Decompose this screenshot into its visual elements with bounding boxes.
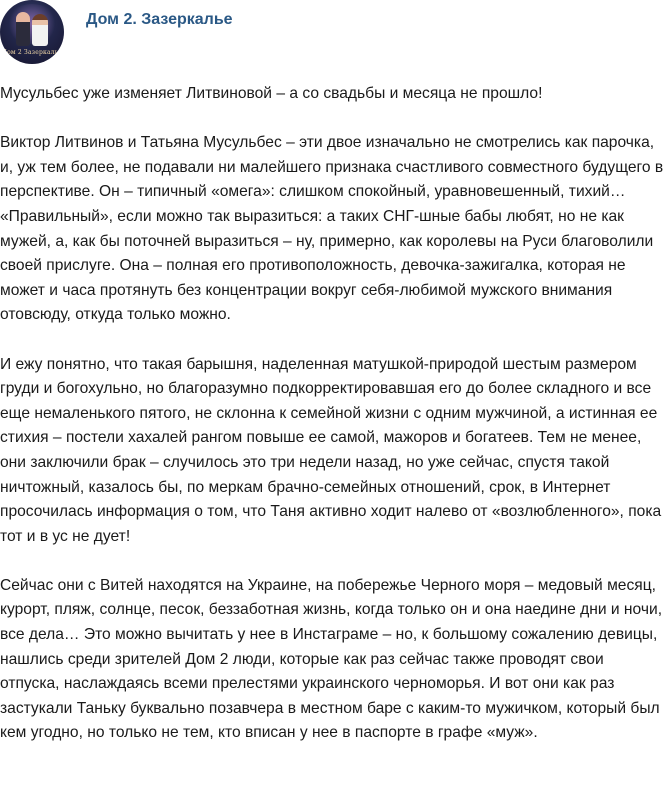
post-body [0,82,664,771]
post-paragraph: Виктор Литвинов и Татьяна Мусульбес – эти двое изначально не смотрелись как парочка, и, уж тем более, не подавали ни малейшего признака счастливого совместного будущего в перспективе. Он – типичный «омега»: слишком спокойный, уравновешенный, тихий… «Правильный», если можно так выразиться: а таких СНГ-шные бабы любят, но не как мужей, а, как бы поточней выразиться – ну, примерно, как королевы на Руси благоволили своей прислуге. Она – полная его противоположность, девочка-зажигалка, которая не может и часа протянуть без концентрации вокруг себя-любимой мужского внимания отовсюду, откуда только можно. [0,134,664,324]
post-paragraph: И ежу понятно, что такая барышня, наделенная матушкой-природой шестым размером груди и богохульно, но благоразумно подкорректировавшая его до более складного и все еще немаленького пятого, не склонна к семейной жизни с одним мужчиной, а истинная ее стихия – постели хахалей рангом повыше ее самой, мажоров и богатеев. Тем не менее, они заключили брак – случилось это три недели назад, но уже сейчас, спустя такой ничтожный, казалось бы, по меркам брачно-семейных отношений, срок, в Интернет просочилась информация о том, что Таня активно ходит налево от «возлюбленного», пока тот и в ус не дует! [0,355,662,545]
post-header [0,0,670,70]
avatar-figure-left [16,12,30,46]
channel-avatar[interactable] [0,0,64,64]
post-paragraph: Сейчас они с Витей находятся на Украине, на побережье Черного моря – медовый месяц, курорт, пляж, солнце, песок, беззаботная жизнь, когда только он и она наедине дни и ночи, все дела… Это можно вычитать у нее в Инстаграме – но, к большому сожалению девицы, нашлись среди зрителей Дом 2 люди, которые как раз сейчас также проводят свои отпуска, наслаждаясь всеми прелестями украинского черноморья. И вот они как раз застукали Таньку буквально позавчера в местном баре с каким-то мужичком, который был кем угодно, но только не тем, кто вписан у нее в паспорте в графе «муж». [0,576,663,742]
avatar-logo-text: Дом 2 Зазеркалье [2,49,62,56]
avatar-figure-right [32,14,48,46]
post-headline: Мусульбес уже изменяет Литвиновой – а со свадьбы и месяца не прошло! [0,85,543,102]
channel-name-link[interactable]: Дом 2. Зазеркалье [86,11,233,28]
